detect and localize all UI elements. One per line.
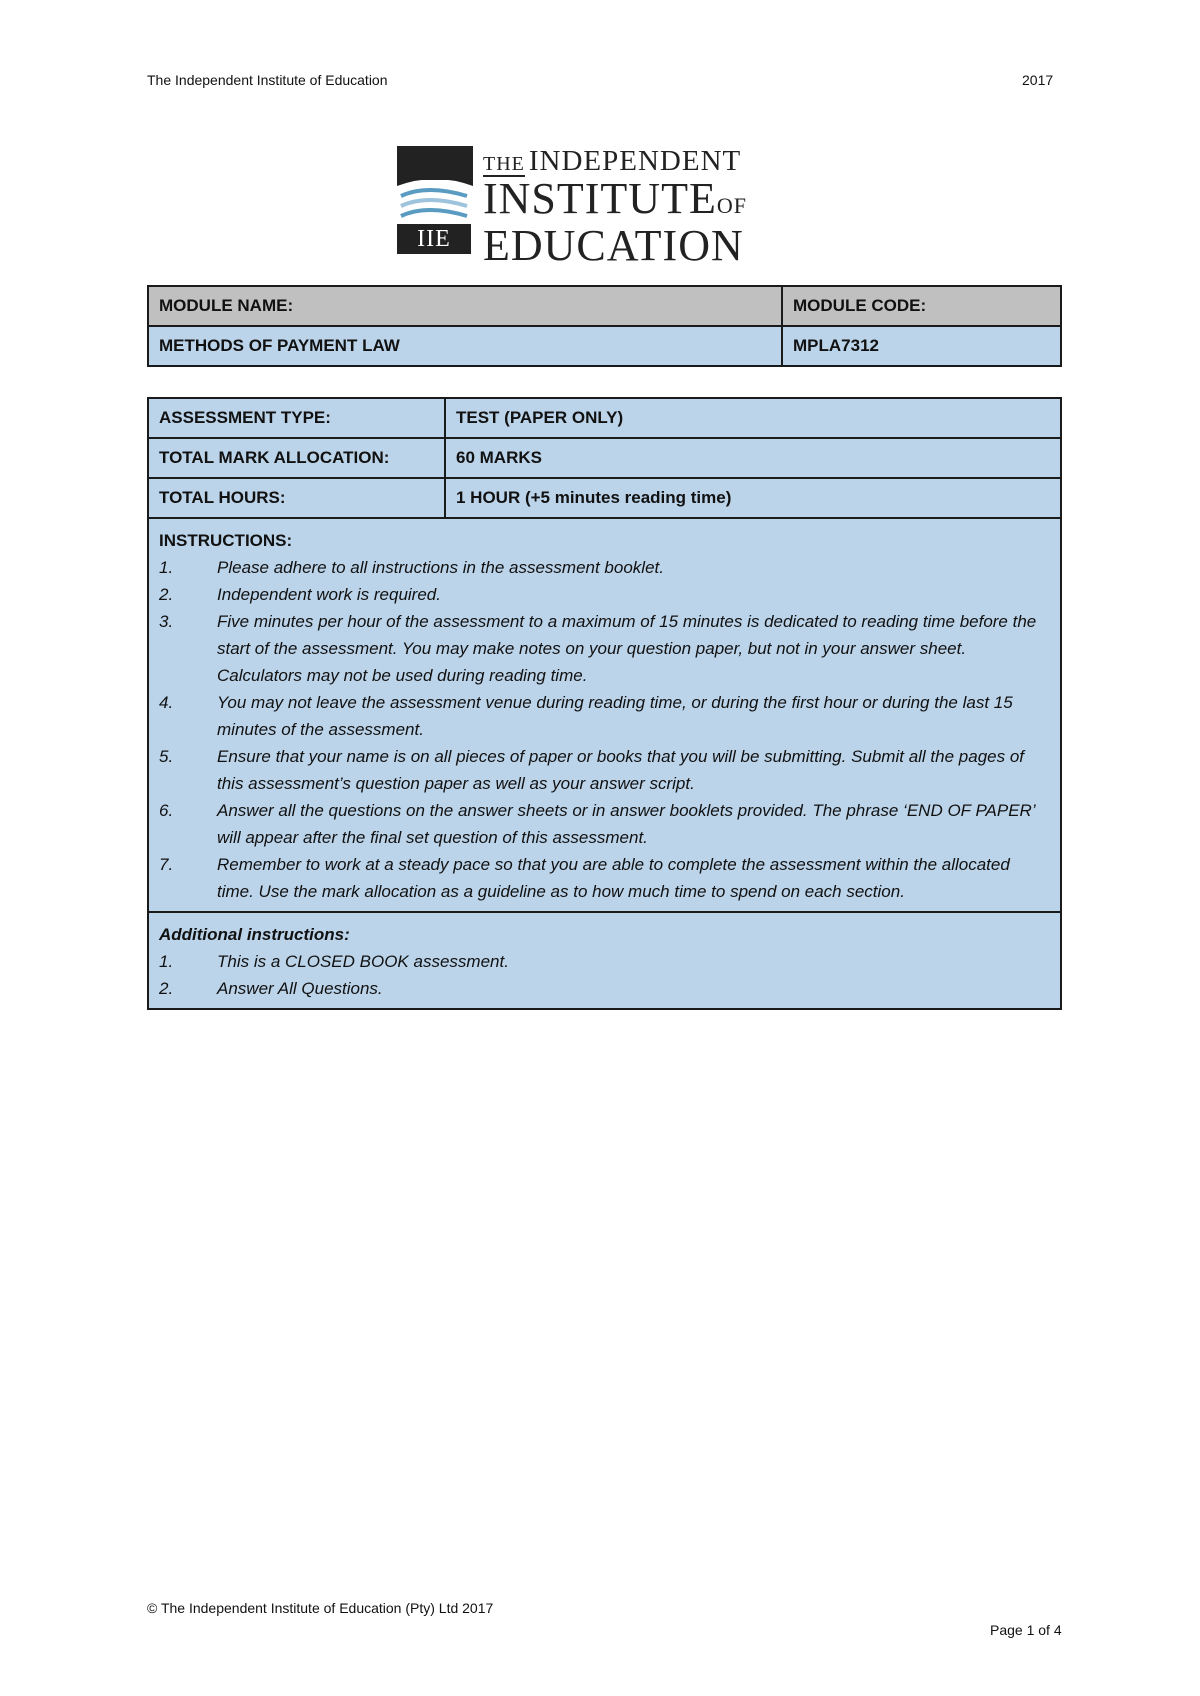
total-marks-value: 60 MARKS [445,438,1061,478]
instruction-item: 5. Ensure that your name is on all pieces of paper or books that you will be submitting. Submit all the pages of this assessment’s question paper as well as your answer script. [159,747,1025,793]
module-name-label: MODULE NAME: [148,286,782,326]
iie-badge: IIE [397,224,471,254]
module-table [147,285,1062,367]
assessment-table [147,397,1062,1010]
total-hours-value: 1 HOUR (+5 minutes reading time) [445,478,1061,518]
additional-instructions-title: Additional instructions: [159,925,350,944]
logo-independent: INDEPENDENT [528,145,742,177]
additional-instruction-item: 2. Answer All Questions. [159,979,383,998]
instruction-item: 4. You may not leave the assessment venue during reading time, or during the first hour or during the last 15 minutes of the assessment. [159,693,1013,739]
header-institution: The Independent Institute of Education [147,72,388,88]
additional-instruction-item: 1. This is a CLOSED BOOK assessment. [159,952,509,971]
instruction-item: 7. Remember to work at a steady pace so that you are able to complete the assessment within the allocated time. Use the mark allocation as a guideline as to how much time to spend on each section. [159,855,1010,901]
logo-the: THE [483,153,525,175]
instruction-item: 1. Please adhere to all instructions in the assessment booklet. [159,558,664,577]
logo-of: OF [716,193,747,218]
book-icon [397,146,477,226]
total-hours-label: TOTAL HOURS: [148,478,445,518]
header-year: 2017 [1022,72,1054,88]
page-number: Page 1 of 4 [990,1622,1062,1638]
instruction-item: 2. Independent work is required. [159,585,441,604]
logo-education: EDUCATION [483,221,744,270]
assessment-type-value: TEST (PAPER ONLY) [445,398,1061,438]
module-name-value: METHODS OF PAYMENT LAW [148,326,782,366]
iie-logo [397,145,809,270]
instruction-item: 6. Answer all the questions on the answer sheets or in answer booklets provided. The phrase ‘END OF PAPER’ will appear after the final set question of this assessment. [159,801,1035,847]
instruction-item: 3. Five minutes per hour of the assessment to a maximum of 15 minutes is dedicated to reading time before the start of the assessment. You may make notes on your question paper, but not in your answer sheet. Calculators may not be used during reading time. [159,612,1037,685]
additional-instructions-section [148,912,1061,1009]
module-code-value: MPLA7312 [782,326,1061,366]
assessment-type-label: ASSESSMENT TYPE: [148,398,445,438]
instructions-section [148,518,1061,912]
instructions-title: INSTRUCTIONS: [159,531,293,550]
footer-copyright: © The Independent Institute of Education (Pty) Ltd 2017 [147,1600,494,1616]
logo-institute: INSTITUTE [483,174,717,223]
total-marks-label: TOTAL MARK ALLOCATION: [148,438,445,478]
module-code-label: MODULE CODE: [782,286,1061,326]
